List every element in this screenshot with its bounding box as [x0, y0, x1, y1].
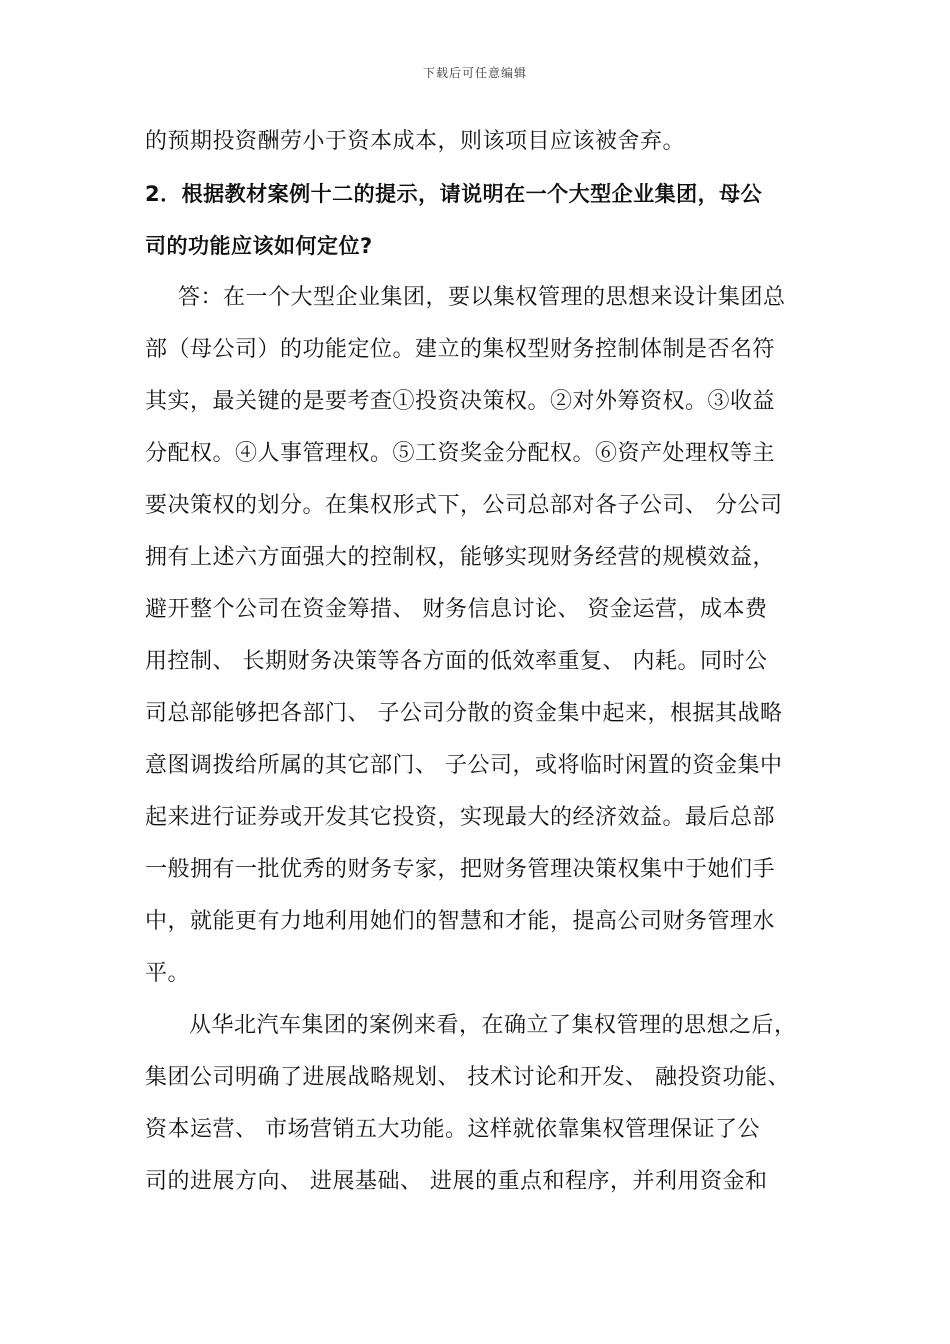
- text-line: 资本运营、 市场营销五大功能。这样就依靠集权管理保证了公: [145, 1117, 760, 1142]
- text-line: 拥有上述六方面强大的控制权，能够实现财务经营的规模效益，: [145, 545, 776, 570]
- text-line: 集团公司明确了进展战略规划、 技术讨论和开发、 融投资功能、: [145, 1065, 790, 1090]
- text-line: 避开整个公司在资金筹措、 财务信息讨论、 资金运营，成本费: [145, 597, 768, 622]
- question-heading: 司的功能应该如何定位?: [145, 234, 373, 258]
- text-line: 平。: [145, 961, 191, 986]
- text-line: 起来进行证券或开发其它投资，实现最大的经济效益。最后总部: [145, 805, 776, 830]
- text-line: 的预期投资酬劳小于资本成本，则该项目应该被舍弃。: [145, 129, 686, 154]
- text-line: 意图调拨给所属的其它部门、 子公司，或将临时闲置的资金集中: [145, 753, 783, 778]
- text-line: 一般拥有一批优秀的财务专家，把财务管理决策权集中于她们手: [145, 857, 776, 882]
- question-heading: 2．根据教材案例十二的提示，请说明在一个大型企业集团，母公: [145, 182, 763, 206]
- document-body: [145, 116, 825, 1208]
- text-line: 中，就能更有力地利用她们的智慧和才能，提高公司财务管理水: [145, 909, 776, 934]
- text-line: 用控制、 长期财务决策等各方面的低效率重复、 内耗。同时公: [145, 649, 768, 674]
- text-line: 司的进展方向、 进展基础、 进展的重点和程序，并利用资金和: [145, 1169, 768, 1194]
- text-line: 要决策权的划分。在集权形式下，公司总部对各子公司、 分公司: [145, 493, 783, 518]
- text-line: 分配权。④人事管理权。⑤工资奖金分配权。⑥资产处理权等主: [145, 441, 776, 466]
- text-line: 部（母公司）的功能定位。建立的集权型财务控制体制是否名符: [145, 337, 776, 362]
- answer-line: 答：在一个大型企业集团，要以集权管理的思想来设计集团总: [178, 285, 786, 310]
- text-line: 司总部能够把各部门、 子公司分散的资金集中起来，根据其战略: [145, 701, 783, 726]
- page-header: 下载后可任意编辑: [422, 66, 527, 80]
- text-line: 其实，最关键的是要考查①投资决策权。②对外筹资权。③收益: [145, 389, 776, 414]
- paragraph-start-line: 从华北汽车集团的案例来看，在确立了集权管理的思想之后，: [189, 1013, 797, 1038]
